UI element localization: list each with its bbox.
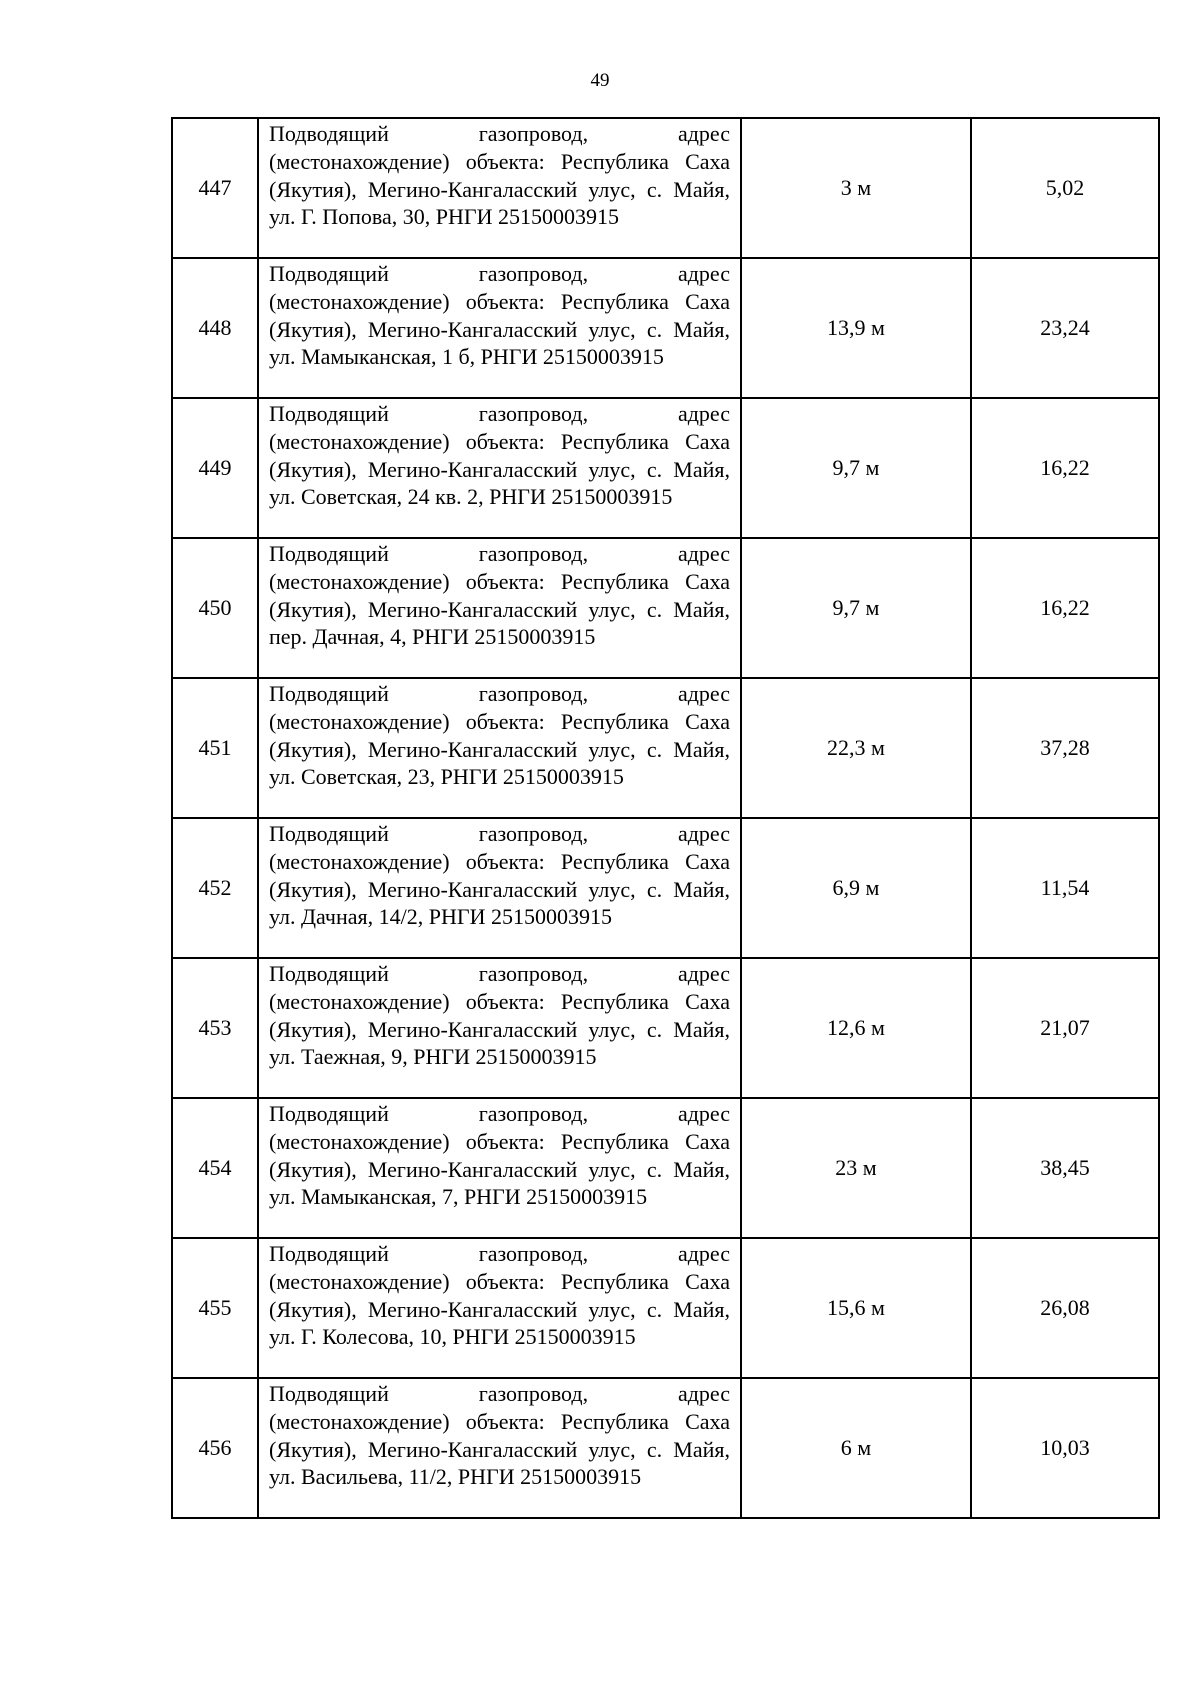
row-number: 449 — [172, 398, 258, 538]
object-value: 21,07 — [971, 958, 1159, 1098]
object-description: Подводящий газопровод, адрес (местонахождение) объекта: Республика Саха (Якутия), Мегино-Кангаласский улус, с. Майя, ул. Г. Попова, 30, РНГИ 25150003915 — [258, 118, 741, 258]
object-value: 37,28 — [971, 678, 1159, 818]
object-length: 3 м — [741, 118, 971, 258]
table-row — [172, 678, 1159, 818]
object-value: 38,45 — [971, 1098, 1159, 1238]
row-number: 447 — [172, 118, 258, 258]
object-length: 6 м — [741, 1378, 971, 1518]
object-value: 23,24 — [971, 258, 1159, 398]
object-description: Подводящий газопровод, адрес (местонахождение) объекта: Республика Саха (Якутия), Мегино-Кангаласский улус, с. Майя, ул. Дачная, 14/2, РНГИ 25150003915 — [258, 818, 741, 958]
table-row — [172, 1098, 1159, 1238]
object-length: 9,7 м — [741, 538, 971, 678]
object-length: 6,9 м — [741, 818, 971, 958]
object-description: Подводящий газопровод, адрес (местонахождение) объекта: Республика Саха (Якутия), Мегино-Кангаласский улус, с. Майя, ул. Васильева, 11/2, РНГИ 25150003915 — [258, 1378, 741, 1518]
object-value: 10,03 — [971, 1378, 1159, 1518]
object-description: Подводящий газопровод, адрес (местонахождение) объекта: Республика Саха (Якутия), Мегино-Кангаласский улус, с. Майя, ул. Мамыканская, 1 б, РНГИ 25150003915 — [258, 258, 741, 398]
row-number: 453 — [172, 958, 258, 1098]
row-number: 448 — [172, 258, 258, 398]
object-value: 11,54 — [971, 818, 1159, 958]
table-row — [172, 1238, 1159, 1378]
object-value: 5,02 — [971, 118, 1159, 258]
row-number: 452 — [172, 818, 258, 958]
object-length: 12,6 м — [741, 958, 971, 1098]
object-description: Подводящий газопровод, адрес (местонахождение) объекта: Республика Саха (Якутия), Мегино-Кангаласский улус, с. Майя, ул. Советская, 24 кв. 2, РНГИ 25150003915 — [258, 398, 741, 538]
object-length: 9,7 м — [741, 398, 971, 538]
row-number: 455 — [172, 1238, 258, 1378]
table-row — [172, 398, 1159, 538]
object-description: Подводящий газопровод, адрес (местонахождение) объекта: Республика Саха (Якутия), Мегино-Кангаласский улус, с. Майя, ул. Мамыканская, 7, РНГИ 25150003915 — [258, 1098, 741, 1238]
table-row — [172, 538, 1159, 678]
object-description: Подводящий газопровод, адрес (местонахождение) объекта: Республика Саха (Якутия), Мегино-Кангаласский улус, с. Майя, ул. Советская, 23, РНГИ 25150003915 — [258, 678, 741, 818]
row-number: 451 — [172, 678, 258, 818]
object-length: 13,9 м — [741, 258, 971, 398]
object-description: Подводящий газопровод, адрес (местонахождение) объекта: Республика Саха (Якутия), Мегино-Кангаласский улус, с. Майя, пер. Дачная, 4, РНГИ 25150003915 — [258, 538, 741, 678]
object-length: 22,3 м — [741, 678, 971, 818]
table-row — [172, 1378, 1159, 1518]
row-number: 450 — [172, 538, 258, 678]
object-value: 16,22 — [971, 538, 1159, 678]
table-row — [172, 818, 1159, 958]
row-number: 454 — [172, 1098, 258, 1238]
object-value: 26,08 — [971, 1238, 1159, 1378]
row-number: 456 — [172, 1378, 258, 1518]
object-description: Подводящий газопровод, адрес (местонахождение) объекта: Республика Саха (Якутия), Мегино-Кангаласский улус, с. Майя, ул. Таежная, 9, РНГИ 25150003915 — [258, 958, 741, 1098]
property-table — [171, 117, 1160, 1519]
page-number: 49 — [590, 70, 610, 91]
object-description: Подводящий газопровод, адрес (местонахождение) объекта: Республика Саха (Якутия), Мегино-Кангаласский улус, с. Майя, ул. Г. Колесова, 10, РНГИ 25150003915 — [258, 1238, 741, 1378]
object-value: 16,22 — [971, 398, 1159, 538]
table-row — [172, 118, 1159, 258]
table-row — [172, 258, 1159, 398]
object-length: 23 м — [741, 1098, 971, 1238]
table-row — [172, 958, 1159, 1098]
object-length: 15,6 м — [741, 1238, 971, 1378]
